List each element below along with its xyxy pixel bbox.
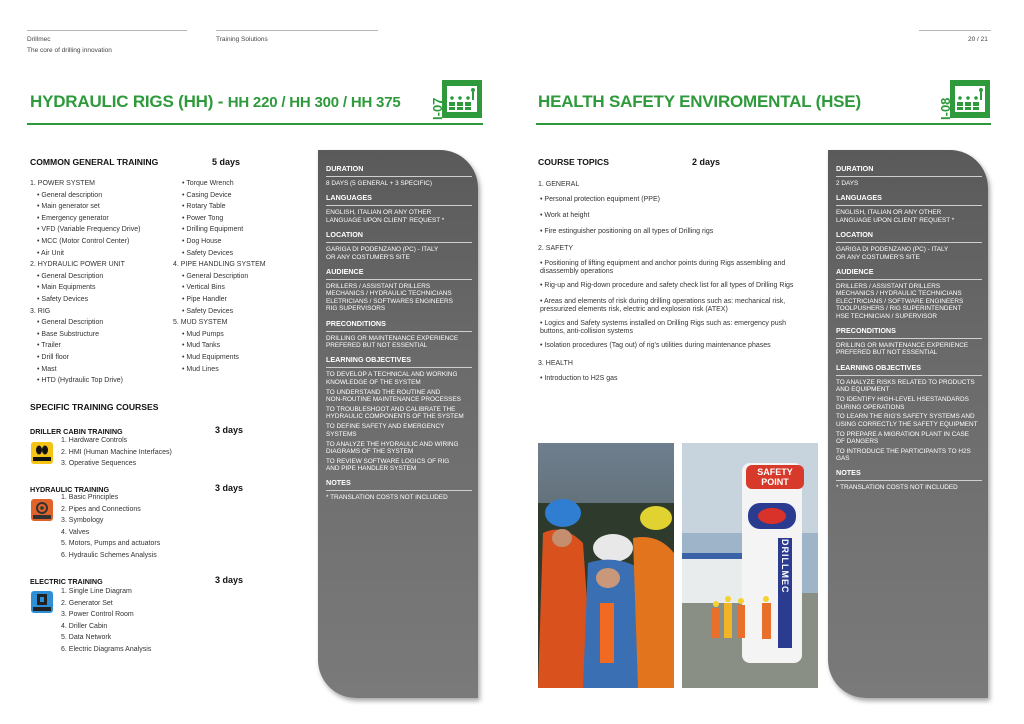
header-rule bbox=[919, 30, 991, 31]
panel-divider bbox=[326, 490, 472, 491]
common-training-days: 5 days bbox=[212, 157, 241, 167]
page-title-right: HEALTH SAFETY ENVIROMENTAL (HSE) bbox=[538, 92, 861, 111]
topic-item: • Positioning of lifting equipment and anchor points during Rigs assembling and disassembly operations bbox=[540, 260, 786, 276]
list-item: • Power Tong bbox=[182, 214, 224, 222]
list-item: 1. POWER SYSTEM bbox=[30, 180, 95, 187]
panel-text: * TRANSLATION COSTS NOT INCLUDED bbox=[836, 484, 958, 492]
panel-divider bbox=[836, 176, 982, 177]
panel-text: TO TROUBLESHOOT AND CALIBRATE THE bbox=[326, 406, 456, 413]
panel-heading: LOCATION bbox=[836, 230, 873, 240]
panel-text: ENGLISH, ITALIAN OR ANY OTHER bbox=[326, 209, 432, 217]
panel-divider bbox=[326, 205, 472, 206]
list-item: • Mud Lines bbox=[182, 365, 219, 373]
operations-icon bbox=[31, 442, 53, 464]
topic-item: • Introduction to H2S gas bbox=[540, 375, 618, 382]
course-topics-days: 2 days bbox=[692, 157, 721, 167]
panel-text: * TRANSLATION COSTS NOT INCLUDED bbox=[326, 494, 448, 502]
list-item: • Drilling Equipment bbox=[182, 226, 244, 234]
brand-name: Drillmec bbox=[27, 36, 51, 43]
list-item: • Main generator set bbox=[37, 203, 100, 211]
panel-heading: DURATION bbox=[836, 164, 874, 173]
panel-text: DURING OPERATIONS bbox=[836, 403, 905, 411]
panel-text: TO DEVELOP A TECHNICAL AND WORKING bbox=[326, 371, 458, 379]
list-item: • Emergency generator bbox=[37, 214, 109, 222]
panel-text: MECHANICS / HYDRAULIC TECHNICIANS bbox=[326, 290, 452, 298]
panel-text: TO REVIEW SOFTWARE LOGICS OF RIG bbox=[326, 457, 450, 465]
panel-text: PREFERED BUT NOT ESSENTIAL bbox=[836, 349, 938, 357]
panel-text: SYSTEMS bbox=[326, 430, 357, 438]
panel-text: DRILLING OR MAINTENANCE EXPERIENCE bbox=[836, 342, 969, 349]
panel-text: DIAGRAMS OF THE SYSTEM bbox=[326, 448, 414, 455]
panel-text: HSE TECHNICIAN / SUPERVISOR bbox=[836, 312, 937, 320]
list-item: 1. Hardware Controls bbox=[61, 437, 128, 444]
panel-text: TO ANALYZE RISKS RELATED TO PRODUCTS bbox=[836, 378, 975, 386]
panel-text: TO IDENTIFY HIGH-LEVEL HSESTANDARDS bbox=[836, 396, 969, 404]
list-item: • Air Unit bbox=[37, 249, 64, 257]
course-name: DRILLER CABIN TRAINING bbox=[30, 427, 123, 436]
list-item: • Drill floor bbox=[37, 354, 70, 361]
panel-text: GAS bbox=[836, 455, 850, 463]
list-item: 2. Generator Set bbox=[61, 599, 113, 607]
panel-divider bbox=[326, 331, 472, 332]
page-number: 20 / 21 bbox=[968, 36, 988, 43]
topic-heading: 2. SAFETY bbox=[538, 245, 574, 252]
panel-divider bbox=[836, 338, 982, 339]
specific-training-heading: SPECIFIC TRAINING COURSES bbox=[30, 402, 159, 412]
list-item: • Vertical Bins bbox=[182, 284, 225, 292]
drillmec-vertical-brand: DRILLMEC bbox=[780, 539, 790, 594]
list-item: • Torque Wrench bbox=[182, 180, 234, 187]
panel-text: 2 DAYS bbox=[836, 180, 859, 187]
panel-divider bbox=[326, 176, 472, 177]
panel-divider bbox=[326, 367, 472, 368]
panel-text: GARIGA DI PODENZANO (PC) - ITALY bbox=[836, 246, 949, 254]
list-item: 2. HYDRAULIC POWER UNIT bbox=[30, 261, 125, 269]
panel-text: MECHANICS / HYDRAULIC TECHNICIANS bbox=[836, 290, 962, 298]
list-item: • Safety Devices bbox=[182, 307, 234, 315]
panel-text: RIG SUPERVISORS bbox=[326, 305, 386, 313]
panel-text: NON-ROUTINE MAINTENANCE PROCESSES bbox=[326, 396, 461, 404]
list-item: • General Description bbox=[37, 319, 104, 327]
panel-divider bbox=[836, 480, 982, 481]
panel-text: ENGLISH, ITALIAN OR ANY OTHER bbox=[836, 209, 942, 217]
panel-text: ELECTRICIANS / SOFTWARE ENGINEERS bbox=[836, 297, 964, 305]
topic-item: • Isolation procedures (Tag out) of rig's utilities during maintenance phases bbox=[540, 342, 771, 349]
panel-divider bbox=[836, 375, 982, 376]
list-item: • Pipe Handler bbox=[182, 296, 227, 303]
panel-heading: NOTES bbox=[836, 468, 861, 478]
list-item: • Dog House bbox=[182, 238, 222, 245]
list-item: • General Description bbox=[37, 272, 104, 280]
list-item: • General description bbox=[37, 191, 103, 199]
list-item: 2. HMI (Human Machine Interfaces) bbox=[61, 448, 172, 456]
list-item: 4. Driller Cabin bbox=[61, 622, 108, 630]
list-item: • Trailer bbox=[37, 342, 61, 350]
panel-heading: LEARNING OBJECTIVES bbox=[836, 362, 922, 372]
panel-text: DRILLERS / ASSISTANT DRILLERS bbox=[326, 283, 431, 290]
header-rule bbox=[27, 30, 187, 31]
title-rule-right bbox=[536, 123, 991, 125]
panel-text: AND PIPE HANDLER SYSTEM bbox=[326, 465, 417, 473]
panel-heading: AUDIENCE bbox=[836, 267, 874, 276]
panel-text: AND EQUIPMENT bbox=[836, 386, 890, 394]
panel-divider bbox=[836, 279, 982, 280]
section-name: Training Solutions bbox=[216, 36, 268, 43]
topic-heading: 3. HEALTH bbox=[538, 360, 573, 367]
list-item: 3. Power Control Room bbox=[61, 611, 134, 619]
panel-heading: NOTES bbox=[326, 478, 351, 488]
page-title-left bbox=[30, 92, 401, 112]
panel-divider bbox=[326, 279, 472, 280]
panel-text: PREFERED BUT NOT ESSENTIAL bbox=[326, 342, 428, 349]
panel-text: GARIGA DI PODENZANO (PC) - ITALY bbox=[326, 246, 439, 254]
panel-heading: PRECONDITIONS bbox=[836, 326, 896, 335]
list-item: • Mud Equipments bbox=[182, 354, 239, 361]
list-item: • Base Substructure bbox=[37, 330, 99, 338]
list-item: • VFD (Variable Frequency Drive) bbox=[37, 226, 141, 234]
panel-text: TO UNDERSTAND THE ROUTINE AND bbox=[326, 388, 441, 396]
title-rule-left bbox=[27, 123, 483, 125]
panel-heading: LEARNING OBJECTIVES bbox=[326, 355, 412, 365]
list-item: 6. Hydraulic Schemes Analysis bbox=[61, 552, 157, 559]
panel-heading: LANGUAGES bbox=[836, 193, 882, 203]
topic-item: • Areas and elements of risk during drilling operations such as: mechanical risk, pressurized elements risk, electric and explosion risk (ATEX) bbox=[540, 298, 786, 314]
list-item: • Mud Pumps bbox=[182, 330, 224, 338]
list-item: 1. Single Line Diagram bbox=[61, 588, 132, 595]
topic-item: • Personal protection equipment (PPE) bbox=[540, 196, 660, 203]
course-name: ELECTRIC TRAINING bbox=[30, 577, 103, 586]
topic-item: • Work at height bbox=[540, 212, 590, 219]
course-code-left: I-07 bbox=[430, 97, 445, 120]
title-main: HYDRAULIC RIGS (HH) - bbox=[30, 92, 228, 111]
panel-text: OR ANY COSTUMER'S SITE bbox=[836, 253, 920, 261]
workers-photo bbox=[538, 443, 674, 688]
panel-text: DRILLERS / ASSISTANT DRILLERS bbox=[836, 283, 941, 290]
panel-heading: DURATION bbox=[326, 164, 364, 173]
panel-text: TO ANALYZE THE HYDRAULIC AND WIRING bbox=[326, 440, 459, 448]
panel-text: LANGUAGE UPON CLIENT' REQUEST * bbox=[326, 216, 445, 224]
title-models: HH 220 / HH 300 / HH 375 bbox=[227, 94, 401, 111]
course-topics-heading: COURSE TOPICS bbox=[538, 157, 609, 167]
list-item: • Rotary Table bbox=[182, 203, 226, 211]
panel-text: OF DANGERS bbox=[836, 438, 879, 446]
course-name: HYDRAULIC TRAINING bbox=[30, 485, 110, 494]
list-item: 4. PIPE HANDLING SYSTEM bbox=[173, 261, 266, 269]
course-days: 3 days bbox=[215, 425, 244, 435]
panel-text: USING CORRECTLY THE SAFETY EQUIPMENT bbox=[836, 420, 978, 428]
panel-heading: AUDIENCE bbox=[326, 267, 364, 276]
panel-text: 8 DAYS (5 GENERAL + 3 SPECIFIC) bbox=[326, 180, 433, 187]
list-item: 6. Electric Diagrams Analysis bbox=[61, 646, 152, 653]
list-item: • Safety Devices bbox=[37, 296, 89, 303]
panel-text: HYDRAULIC COMPONENTS OF THE SYSTEM bbox=[326, 413, 464, 421]
list-item: • HTD (Hydraulic Top Drive) bbox=[37, 377, 123, 385]
list-item: 5. MUD SYSTEM bbox=[173, 319, 228, 327]
topic-item: • Rig-up and Rig-down procedure and safety check list for all types of Drilling Rigs bbox=[540, 282, 794, 289]
panel-text: KNOWLEDGE OF THE SYSTEM bbox=[326, 378, 421, 386]
common-training-heading: COMMON GENERAL TRAINING bbox=[30, 157, 159, 167]
topic-item: • Fire estinguisher positioning on all types of Drilling rigs bbox=[540, 228, 714, 235]
panel-divider bbox=[836, 205, 982, 206]
safety-point-photo bbox=[682, 443, 818, 688]
course-days: 3 days bbox=[215, 483, 244, 493]
list-item: 3. RIG bbox=[30, 307, 51, 315]
header-rule bbox=[216, 30, 378, 31]
list-item: 3. Symbology bbox=[61, 517, 104, 525]
list-item: 5. Data Network bbox=[61, 634, 112, 642]
panel-text: ELETRICIANS / SOFTWARES ENGINEERS bbox=[326, 297, 453, 305]
list-item: • Mud Tanks bbox=[182, 342, 221, 350]
course-code-right: I-08 bbox=[938, 97, 953, 120]
list-item: • General Description bbox=[182, 272, 249, 280]
list-item: • Mast bbox=[37, 365, 57, 373]
topic-heading: 1. GENERAL bbox=[538, 181, 580, 188]
panel-text: OR ANY COSTUMER'S SITE bbox=[326, 253, 410, 261]
panel-divider bbox=[836, 242, 982, 243]
panel-text: TO DEFINE SAFETY AND EMERGENCY bbox=[326, 423, 445, 431]
list-item: 4. Valves bbox=[61, 528, 90, 536]
panel-text: TO PREPARE A MIGRATION PLANT IN CASE bbox=[836, 430, 970, 438]
list-item: 3. Operative Sequences bbox=[61, 460, 137, 468]
safety-point-sign: SAFETY POINT bbox=[746, 465, 804, 489]
list-item: • MCC (Motor Control Center) bbox=[37, 238, 130, 245]
topic-item: • Logics and Safety systems installed on Drilling Rigs such as: emergency push buttons, anti-collision systems bbox=[540, 320, 787, 336]
panel-text: TO LEARN THE RIG'S SAFETY SYSTEMS AND bbox=[836, 413, 975, 421]
list-item: • Main Equipments bbox=[37, 284, 96, 292]
panel-text: TOOLPUSHERS / RIG SUPERINTENDENT bbox=[836, 305, 962, 313]
panel-divider bbox=[326, 242, 472, 243]
panel-heading: PRECONDITIONS bbox=[326, 318, 386, 328]
panel-heading: LOCATION bbox=[326, 230, 363, 240]
list-item: • Safety Devices bbox=[182, 249, 234, 257]
panel-heading: LANGUAGES bbox=[326, 193, 372, 203]
electrical-maintenance-icon bbox=[31, 591, 53, 613]
list-item: 1. Basic Principles bbox=[61, 494, 119, 501]
list-item: 5. Motors, Pumps and actuators bbox=[61, 540, 161, 548]
panel-text: TO INTRODUCE THE PARTICIPANTS TO H2S bbox=[836, 448, 971, 455]
mechanical-maintenance-icon bbox=[31, 499, 53, 521]
brand-tagline: The core of drilling innovation bbox=[27, 47, 112, 54]
panel-text: LANGUAGE UPON CLIENT' REQUEST * bbox=[836, 216, 955, 224]
list-item: • Casing Device bbox=[182, 191, 232, 199]
list-item: 2. Pipes and Connections bbox=[61, 505, 141, 513]
course-days: 3 days bbox=[215, 575, 244, 585]
panel-text: DRILLING OR MAINTENANCE EXPERIENCE bbox=[326, 334, 459, 342]
